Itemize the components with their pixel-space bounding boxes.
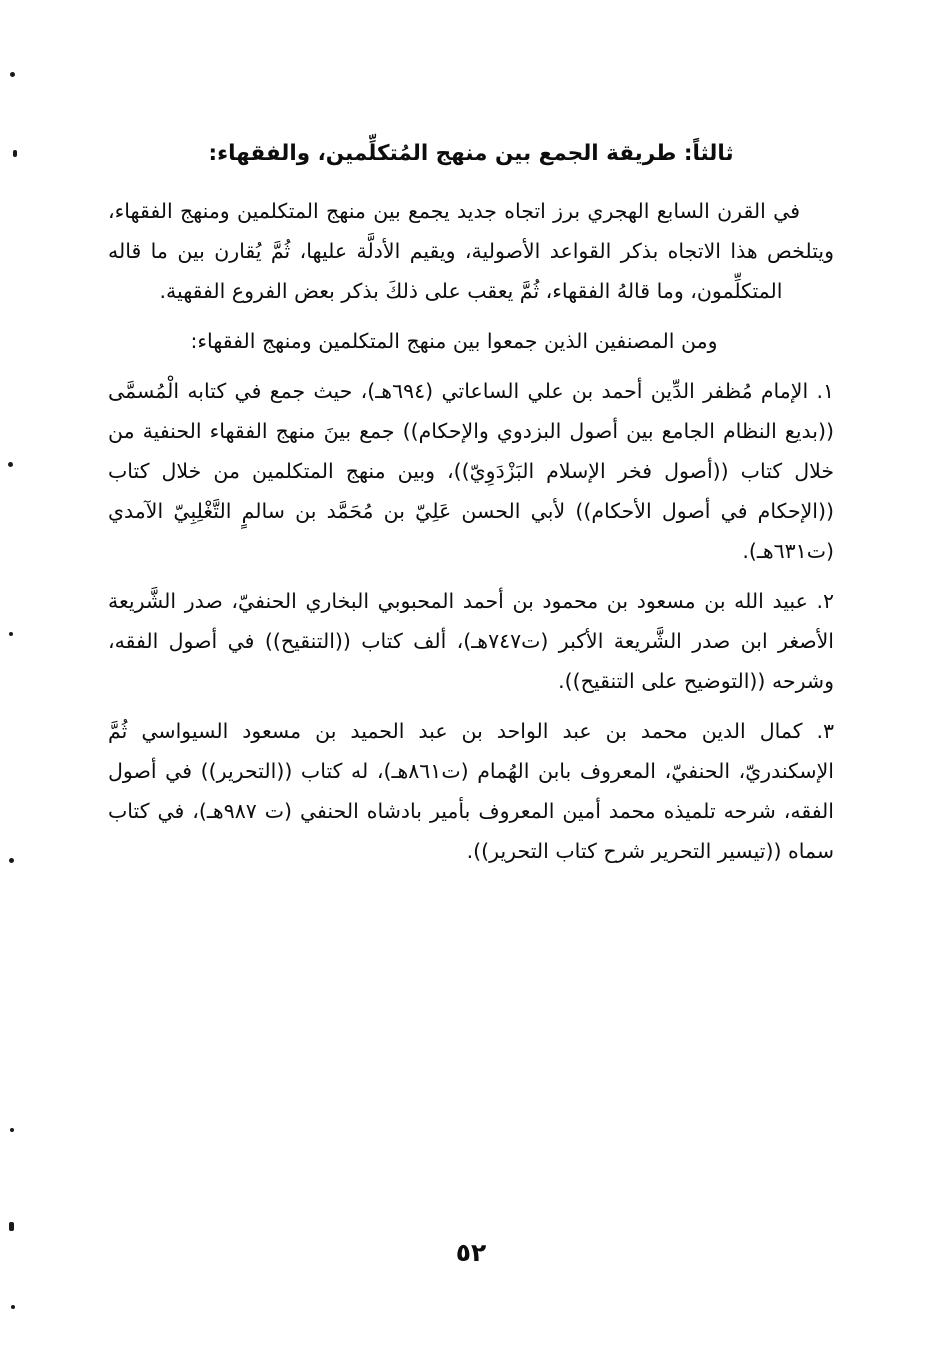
scan-speckle: [9, 1222, 14, 1231]
page-body: [108, 138, 834, 882]
scan-speckle: [11, 1305, 15, 1309]
paragraph-list-lead: ومن المصنفين الذين جمعوا بين منهج المتكلمين ومنهج الفقهاء:: [190, 329, 718, 354]
page-number: ٥٢: [455, 1238, 487, 1267]
scan-speckle: [8, 462, 13, 467]
list-item-2: ٢. عبيد الله بن مسعود بن محمود بن أحمد المحبوبي البخاري الحنفيّ، صدر الشَّريعة الأصغر ابن صدر الشَّريعة الأكبر (ت٧٤٧هـ)، ألف كتاب ((التنقيح)) في أصول الفقه، وشرحه ((التوضيح على التنقيح)).: [108, 588, 835, 693]
paragraph-intro: في القرن السابع الهجري برز اتجاه جديد يجمع بين منهج المتكلمين ومنهج الفقهاء، ويتلخص هذا الاتجاه بذكر القواعد الأصولية، ويقيم الأدلَّة عليها، ثُمَّ يُقارن بين ما قاله المتكلِّمون، وما قالهُ الفقهاء، ثُمَّ يعقب على ذلكَ بذكر بعض الفروع الفقهية.: [108, 199, 834, 304]
scan-speckle: [10, 1128, 14, 1132]
scan-speckle: [13, 150, 17, 157]
scan-speckle: [9, 858, 14, 863]
scan-speckle: [10, 72, 15, 77]
list-item-3: ٣. كمال الدين محمد بن عبد الواحد بن عبد الحميد بن مسعود السيواسي ثُمَّ الإسكندريّ، الحنفيّ، المعروف بابن الهُمام (ت٨٦١هـ)، له كتاب ((التحرير)) في أصول الفقه، شرحه تلميذه محمد أمين المعروف بأمير بادشاه الحنفي (ت ٩٨٧هـ)، في كتاب سماه ((تيسير التحرير شرح كتاب التحرير)).: [108, 718, 834, 863]
section-heading: ثالثاً: طريقة الجمع بين منهج المُتكلِّمين، والفقهاء:: [208, 141, 734, 166]
list-item-1: ١. الإمام مُظفر الدِّين أحمد بن علي الساعاتي (٦٩٤هـ)، حيث جمع في كتابه الْمُسمَّى ((بديع النظام الجامع بين أصول البزدوي والإحكام)) جمع بينَ منهج الفقهاء الحنفية من خلال كتاب ((أصول فخر الإسلام البَزْدَوِيّ))، وبين منهج المتكلمين من خلال كتاب ((الإحكام في أصول الأحكام)) لأبي الحسن عَلِيّ بن مُحَمَّد بن سالمٍ التَّغْلِبِيّ الآمدي (ت٦٣١هـ).: [108, 379, 834, 563]
scan-speckle: [9, 632, 13, 636]
